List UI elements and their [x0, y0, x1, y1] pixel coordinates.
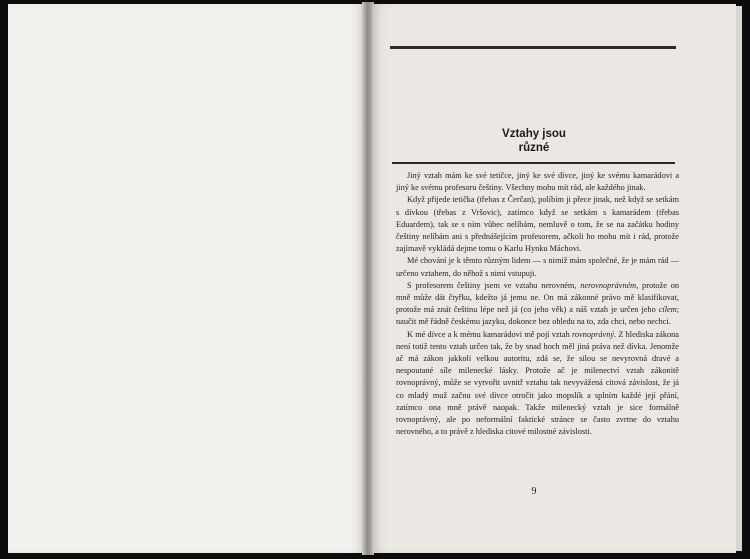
- paragraph-4: [396, 280, 679, 329]
- chapter-title-line-2: různé: [518, 142, 550, 154]
- page-number: 9: [531, 486, 537, 497]
- paragraph-5-part-b: . Z hlediska zákona není totiž tento vztah určen tak, že by snad hoch měl jiná práva než dívka. Jenomže ač má zákon jakkoli velkou autoritu, zdá se, že silou se nevyrovná dravé a nespoutané síle milenecké lásky. Protože ač je milenectví vztah zákonitě rovnoprávný, může se vytvořit uvnitř vztahu tak nevyvážená citová závislost, že já co mladý muž začnu své dívce otročit jako mopslík a splním každé její přání, zatímco ona mně právě naopak. Takže milenecký vztah je sice formálně rovnoprávný, ale po neformální faktické stránce se často zvrtne do vztahu nerovného, a to právě z hlediska citové milostné závislosti.: [396, 329, 679, 437]
- body-text: [396, 170, 679, 438]
- right-page: [372, 4, 736, 553]
- left-page-blank: [8, 4, 365, 553]
- paragraph-4-emphasis-1: nerovnoprávném: [580, 280, 637, 290]
- chapter-title-line-1: Vztahy jsou: [502, 128, 566, 140]
- title-rule: [392, 162, 675, 164]
- page-edge: [736, 6, 742, 551]
- top-rule: [390, 46, 676, 49]
- paragraph-4-part-b: , protože on mně může dát čtyřku, kdežto já jemu ne. On má zákonné právo mě klasifikovat, protože má znát češtinu lépe než já (co jeho věk) a náš vztah je určen jeho: [396, 280, 680, 315]
- paragraph-3: Mé chování je k těmto různým lidem — s nimiž mám společné, že je mám rád — určeno vztahem, do něhož s nimi vstupuji.: [396, 256, 679, 278]
- paragraph-2: Když přijede tetička (třebas z Čerčan), políbím ji přece jinak, než když se setkám s dívkou (třebas z Vršovic), zatímco když se setkám s kamarádem (třebas Eduardem), tak se s ním vůbec nelíbám, nemluvě o tom, že se na začátku hodiny češtiny nelíbám ani s přednášejícím profesorem, ačkoli ho mohu mít i rád, protože zajímavě vykládá dejme tomu o Karlu Hynku Máchovi.: [396, 195, 679, 254]
- paragraph-4-emphasis-2: cílem: [658, 305, 677, 315]
- paragraph-4-part-a: S profesorem češtiny jsem ve vztahu nerovném,: [407, 280, 577, 290]
- paragraph-4-part-c: ; naučit mě řádně českému jazyku, dokonce bez ohledu na to, zda chci, nebo nechci.: [396, 305, 680, 327]
- paragraph-5-emphasis: rovnoprávný: [571, 329, 615, 339]
- paragraph-1: Jiný vztah mám ke své tetičce, jiný ke své dívce, jiný ke svému kamarádovi a jiný ke svému profesoru češtiny. Všechny mohu mít rád, ale každého jinak.: [396, 171, 679, 193]
- paragraph-5-part-a: K mé dívce a k mému kamarádovi mě pojí vztah: [407, 329, 570, 339]
- chapter-title: [484, 127, 584, 155]
- paragraph-5: [396, 329, 679, 439]
